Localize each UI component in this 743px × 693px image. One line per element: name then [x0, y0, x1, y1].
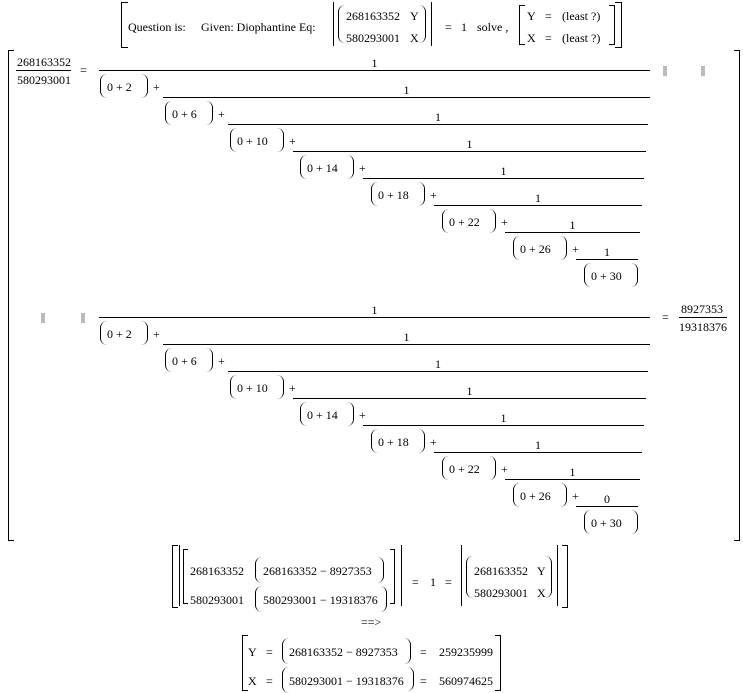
cf-plus: + [289, 134, 296, 148]
check-paren [377, 557, 384, 583]
question-var-y: Y [410, 9, 419, 23]
cf-plus: + [359, 161, 366, 175]
cf-term: 0 + 2 [107, 80, 132, 94]
cf-fraction-bar [293, 398, 646, 399]
cf-paren [141, 74, 148, 98]
cf-paren [442, 209, 449, 233]
matrix-left-paren [338, 5, 345, 43]
cf-paren [584, 510, 591, 534]
cf-term: 0 + 26 [520, 489, 551, 503]
cf-paren [371, 182, 378, 206]
check-matrix-left-bracket [183, 549, 188, 604]
cf-term: 0 + 6 [172, 354, 197, 368]
unknown-y-equals: = [545, 9, 552, 23]
cf-term: 0 + 18 [378, 435, 409, 449]
cf-paren [277, 128, 284, 152]
question-coef-a: 268163352 [346, 9, 400, 23]
check-expr-b: 580293001 − 19318376 [263, 593, 378, 607]
unknown-right-bracket [609, 5, 615, 45]
answer-paren [407, 667, 414, 691]
cf-fraction-bar [99, 317, 650, 318]
cf-paren [442, 456, 449, 480]
unknown-x-equals: = [545, 31, 552, 45]
check2-det-right-bar [557, 545, 558, 606]
cf-numerator: 1 [569, 465, 576, 479]
cf-paren [206, 348, 213, 372]
result-numerator: 8927353 [681, 302, 723, 316]
cf-plus: + [572, 489, 579, 503]
cf-plus: + [501, 462, 508, 476]
cf-fraction-bar [228, 124, 648, 125]
cursor-marker [663, 66, 667, 76]
check-equals-2: = [445, 575, 452, 589]
cf-numerator: 1 [435, 357, 441, 371]
answer-x-expr: 580293001 − 19318376 [289, 674, 404, 688]
check2-right-paren [545, 556, 552, 598]
cf-term: 0 + 18 [378, 188, 409, 202]
unknown-y-least: (least ?) [562, 9, 601, 23]
cf-fraction-bar [576, 259, 638, 260]
unknown-left-bracket [519, 5, 525, 45]
cursor-marker [81, 313, 85, 323]
cf-paren [631, 263, 638, 287]
answer-x-equals-2: = [420, 674, 427, 688]
check2-left-paren [466, 556, 473, 598]
ratio-equals: = [80, 63, 87, 77]
cf-paren [560, 236, 567, 260]
implies-arrow: ==> [361, 615, 382, 629]
cf-paren [347, 402, 354, 426]
cf-numerator: 1 [535, 438, 541, 452]
cursor-marker [701, 66, 705, 76]
check2-var-x: X [537, 586, 546, 600]
cf-term: 0 + 14 [307, 408, 338, 422]
cf-paren [165, 101, 172, 125]
cf-paren [206, 101, 213, 125]
cf-numerator: 1 [500, 411, 507, 425]
cf-paren [584, 263, 591, 287]
check-matrix-right-bracket [390, 549, 395, 604]
check2-var-y: Y [537, 564, 546, 578]
question-right-bracket [615, 2, 622, 48]
cf-term: 0 + 10 [237, 134, 268, 148]
cf-paren [300, 155, 307, 179]
cf-numerator: 1 [535, 191, 541, 205]
cf-term: 0 + 30 [591, 269, 622, 283]
cf-paren [560, 483, 567, 507]
question-left-bracket [121, 2, 128, 48]
cf-paren [100, 74, 107, 98]
cf-paren [631, 510, 638, 534]
check-paren [380, 586, 387, 612]
cf-plus: + [430, 435, 437, 449]
answer-x-value: 560974625 [439, 674, 493, 688]
answer-x-equals: = [266, 674, 273, 688]
cf-term: 0 + 14 [307, 161, 338, 175]
cf-paren [513, 483, 520, 507]
check-coef-a: 268163352 [190, 564, 244, 578]
check-one: 1 [430, 575, 436, 589]
answer-right-bracket [495, 635, 501, 691]
cf-fraction-bar [505, 479, 640, 480]
det-left-bar [333, 2, 334, 46]
cf-term: 0 + 10 [237, 381, 268, 395]
answer-paren [282, 667, 289, 693]
answer-paren [404, 638, 411, 664]
check-paren [255, 586, 262, 612]
ratio-denominator: 580293001 [17, 73, 71, 87]
result-denominator: 19318376 [679, 320, 727, 334]
cf-numerator: 0 [604, 492, 610, 506]
cf-plus: + [430, 188, 437, 202]
cf-paren [489, 456, 496, 480]
check-det-left-bar [179, 545, 180, 606]
result-bar [679, 317, 727, 318]
cf-plus: + [153, 327, 160, 341]
cf-paren [230, 375, 237, 399]
question-label: Question is: [128, 20, 186, 34]
cf-paren [141, 321, 148, 345]
cf-fraction-bar [99, 70, 650, 71]
unknown-x-least: (least ?) [562, 31, 601, 45]
check-det-right-bar [401, 545, 402, 606]
cf-numerator: 1 [371, 303, 378, 317]
cf-numerator: 1 [569, 218, 576, 232]
check-expr-a: 268163352 − 8927353 [263, 564, 372, 578]
answer-y-expr: 268163352 − 8927353 [289, 645, 398, 659]
question-var-x: X [410, 31, 419, 45]
cf-fraction-bar [576, 506, 638, 507]
cf-fraction-bar [363, 178, 644, 179]
cf-paren [100, 321, 107, 345]
cf-term: 0 + 2 [107, 327, 132, 341]
unknown-x: X [527, 31, 536, 45]
cf-term: 0 + 22 [449, 462, 480, 476]
cf-term: 0 + 22 [449, 215, 480, 229]
question-one: 1 [461, 20, 467, 34]
cf-plus: + [501, 215, 508, 229]
cf-paren [489, 209, 496, 233]
answer-y-equals-2: = [420, 645, 427, 659]
cf-plus: + [572, 242, 579, 256]
answer-x: X [248, 674, 257, 688]
cf-fraction-bar [434, 205, 642, 206]
question-coef-b: 580293001 [346, 31, 400, 45]
check-equals: = [412, 575, 419, 589]
big-left-bracket [8, 50, 14, 541]
ratio-bar [16, 70, 71, 71]
cf-plus: + [218, 354, 225, 368]
cf-term: 0 + 6 [172, 107, 197, 121]
answer-y-equals: = [266, 645, 273, 659]
cf-numerator: 1 [435, 110, 441, 124]
given-label: Given: Diophantine Eq: [201, 20, 316, 34]
cf-paren [418, 182, 425, 206]
cf-paren [230, 128, 237, 152]
answer-y-value: 259235999 [439, 645, 493, 659]
cf-numerator: 1 [466, 137, 473, 151]
cf-plus: + [153, 80, 160, 94]
cf-fraction-bar [293, 151, 646, 152]
cf-paren [347, 155, 354, 179]
cf-plus: + [289, 381, 296, 395]
cf-numerator: 1 [403, 330, 410, 344]
cf-term: 0 + 26 [520, 242, 551, 256]
cf-paren [165, 348, 172, 372]
cf-numerator: 1 [403, 83, 410, 97]
cf-numerator: 1 [371, 56, 378, 70]
result-equals: = [662, 310, 669, 324]
cf-numerator: 1 [604, 245, 610, 259]
matrix-right-paren [419, 5, 426, 43]
cf-fraction-bar [363, 425, 644, 426]
check2-det-left-bar [461, 545, 462, 606]
cf-fraction-bar [163, 344, 650, 345]
answer-y: Y [248, 645, 257, 659]
big-right-bracket [734, 50, 740, 541]
cf-paren [513, 236, 520, 260]
cursor-marker [41, 313, 45, 323]
check-coef-b: 580293001 [190, 593, 244, 607]
cf-paren [300, 402, 307, 426]
cf-fraction-bar [434, 452, 642, 453]
cf-fraction-bar [163, 97, 650, 98]
cf-fraction-bar [505, 232, 640, 233]
cf-paren [418, 429, 425, 453]
cf-paren [277, 375, 284, 399]
cf-plus: + [218, 107, 225, 121]
unknown-y: Y [527, 9, 536, 23]
cf-term: 0 + 30 [591, 516, 622, 530]
check2-coef-a: 268163352 [474, 564, 528, 578]
question-equals: = [445, 20, 452, 34]
answer-paren [282, 638, 289, 664]
check2-coef-b: 580293001 [474, 586, 528, 600]
cf-paren [371, 429, 378, 453]
ratio-numerator: 268163352 [17, 55, 71, 69]
check-outer-right-bracket [562, 545, 568, 608]
cf-fraction-bar [228, 371, 648, 372]
check-paren [255, 557, 262, 583]
solve-label: solve , [477, 20, 509, 34]
check-outer-left-bracket [172, 545, 178, 608]
det-right-bar [431, 2, 432, 46]
cf-numerator: 1 [500, 164, 507, 178]
cf-numerator: 1 [466, 384, 473, 398]
cf-plus: + [359, 408, 366, 422]
